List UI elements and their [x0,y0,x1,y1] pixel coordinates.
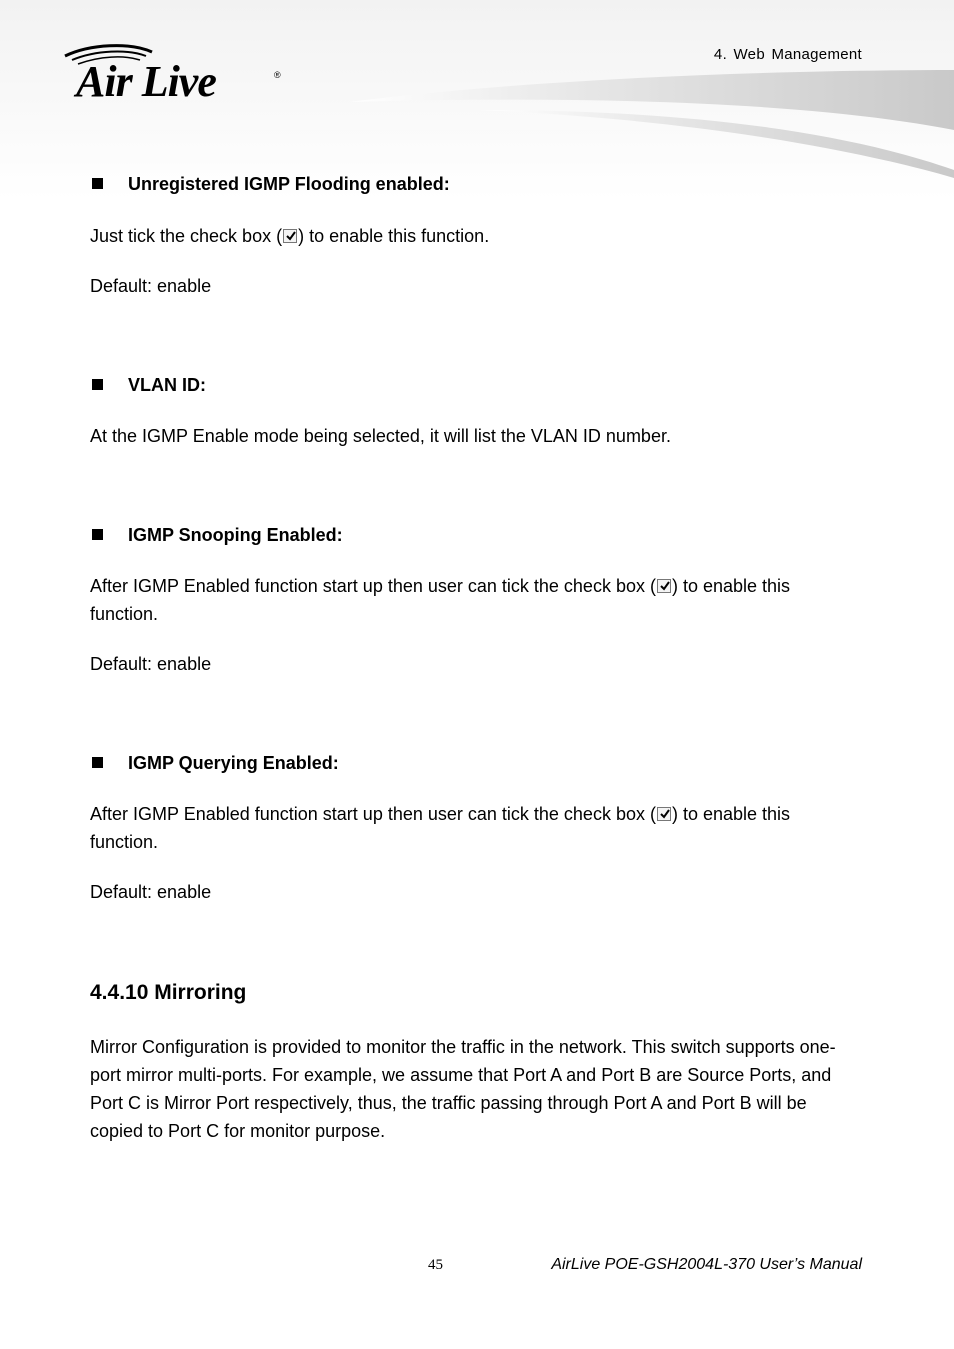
text-before-checkbox: After IGMP Enabled function start up then user can tick the check box ( [90,576,656,596]
checkbox-checked-icon [657,579,671,593]
paragraph [90,800,860,856]
heading-text: Unregistered IGMP Flooding enabled: [128,174,450,194]
page-number: 45 [428,1257,443,1273]
text-after-checkbox: ) to enable this function. [90,804,791,852]
text-before-checkbox: Just tick the check box ( [90,226,283,246]
default-value: Default: enable [90,276,212,296]
paragraph [90,222,860,250]
heading-text: IGMP Querying Enabled: [128,753,339,773]
section-heading-snooping [90,525,343,546]
heading-text: IGMP Snooping Enabled: [128,525,343,545]
chapter-title: 4. Web Management [713,46,862,63]
checkbox-checked-icon [657,807,671,821]
square-bullet-icon [92,178,103,189]
heading-text: VLAN ID: [128,375,206,395]
paragraph [90,572,860,628]
default-value: Default: enable [90,654,212,674]
paragraph: At the IGMP Enable mode being selected, it will list the VLAN ID number. [90,426,671,446]
airlive-logo: Air Live [76,57,216,106]
section-heading-querying [90,753,339,774]
checkbox-checked-icon [283,229,297,243]
manual-title: AirLive POE-GSH2004L-370 User’s Manual [551,1256,862,1273]
square-bullet-icon [92,529,103,540]
section-heading-unregistered [90,174,450,195]
section-heading-vlan [90,375,206,396]
default-value: Default: enable [90,882,212,902]
text-after-checkbox: ) to enable this function. [90,576,791,624]
paragraph: Mirror Configuration is provided to monitor the traffic in the network. This switch supports one-port mirror multi-ports. For example, we assume that Port A and Port B are Source Ports, and Port C is Mirror Port respectively, thus, the traffic passing through Port A and Port B will be copied to Port C for monitor purpose. [90,1037,836,1141]
square-bullet-icon [92,757,103,768]
text-before-checkbox: After IGMP Enabled function start up then user can tick the check box ( [90,804,656,824]
subsection-title-mirroring: 4.4.10 Mirroring [90,981,247,1004]
text-after-checkbox: ) to enable this function. [298,226,490,246]
square-bullet-icon [92,379,103,390]
registered-mark: ® [274,70,281,80]
